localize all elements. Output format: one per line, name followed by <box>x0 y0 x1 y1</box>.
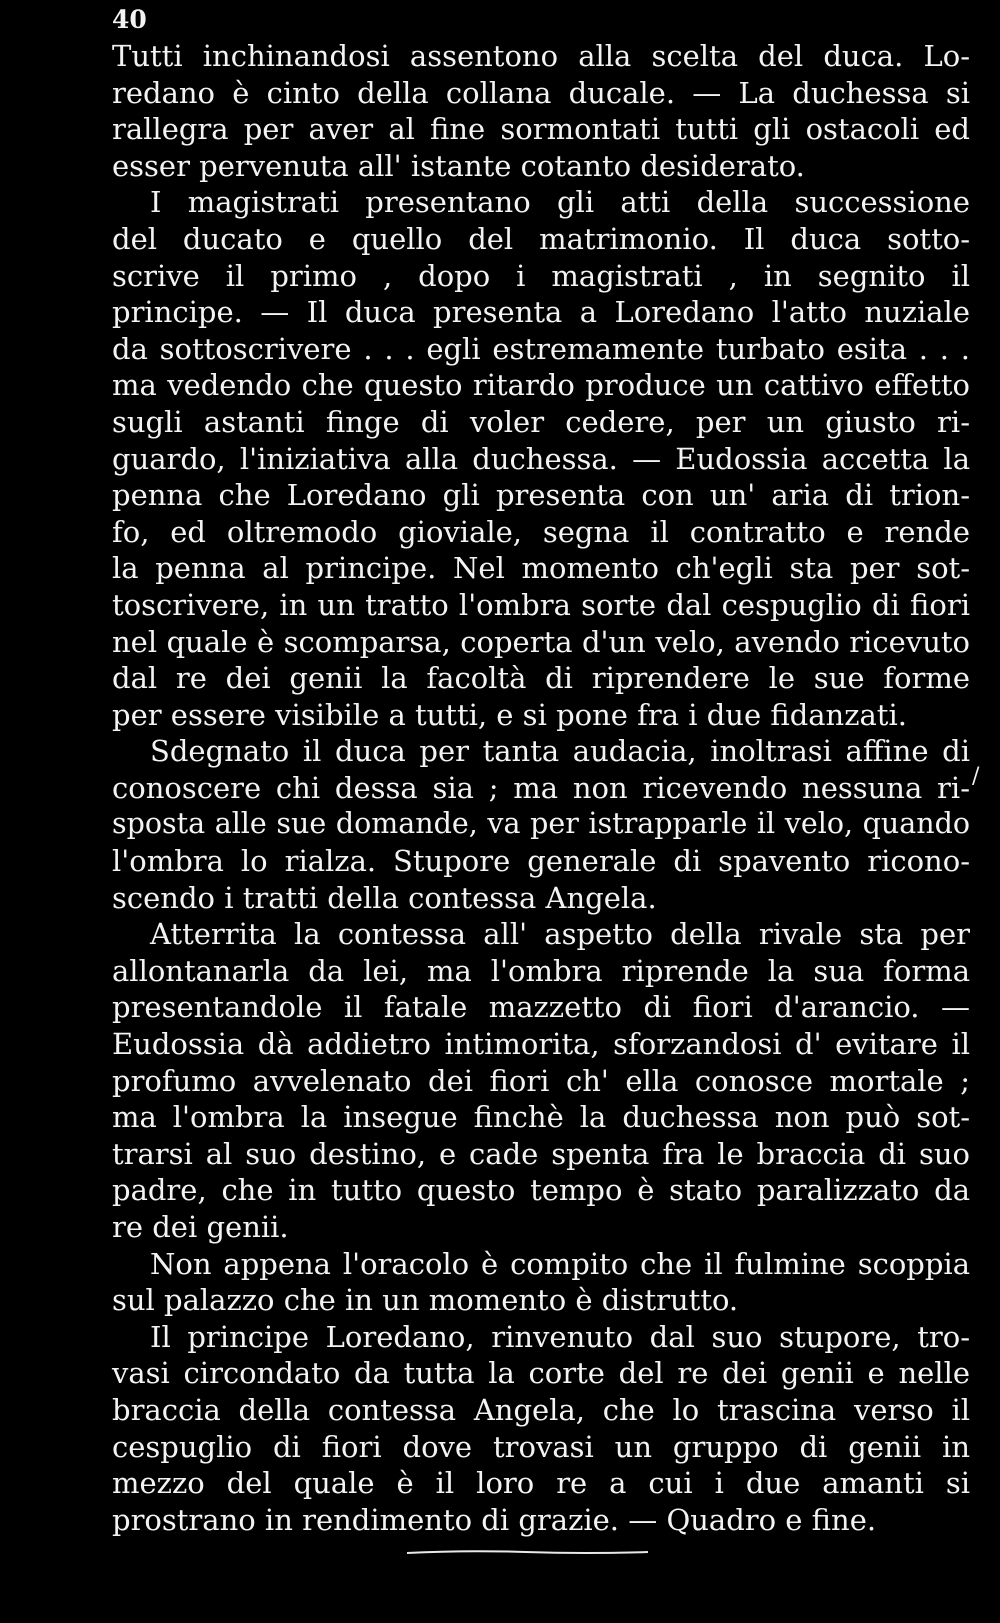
handwritten-underline <box>405 1549 650 1555</box>
text-line: esser pervenuta all' istante cotanto desiderato. <box>112 148 805 183</box>
text-line: scrive il primo , dopo i magistrati , in segnito il <box>112 258 970 293</box>
text-line: da sottoscrivere . . . egli estremamente turbato esita . . . <box>112 331 970 366</box>
text-line: braccia della contessa Angela, che lo trascina verso il <box>112 1392 970 1427</box>
text-line: trarsi al suo destino, e cade spenta fra le braccia di suo <box>112 1136 970 1171</box>
text-line: sul palazzo che in un momento è distrutto. <box>112 1283 739 1318</box>
text-line: sugli astanti finge di voler cedere, per un giusto ri- <box>112 404 970 439</box>
text-line: rallegra per aver al fine sormontati tutti gli ostacoli ed <box>112 112 970 147</box>
text-line: I magistrati presentano gli atti della successione <box>150 185 970 220</box>
text-line: presentandole il fatale mazzetto di fiori d'arancio. — <box>112 990 970 1025</box>
text-line: re dei genii. <box>112 1210 289 1244</box>
body-text <box>112 38 970 1538</box>
page-number: 40 <box>112 5 147 34</box>
text-line: profumo avvelenato dei fiori ch' ella conosce mortale ; <box>112 1063 970 1098</box>
text-line: conoscere chi dessa sia ; ma non ricevendo nessuna ri- <box>112 770 970 805</box>
text-line: del ducato e quello del matrimonio. Il duca sotto- <box>112 221 970 256</box>
text-line: penna che Loredano gli presenta con un' aria di trion- <box>112 478 970 513</box>
text-line: allontanarla da lei, ma l'ombra riprende la sua forma <box>112 953 970 988</box>
text-line: ma vedendo che questo ritardo produce un cattivo effetto <box>112 368 970 403</box>
text-line: l'ombra lo rialza. Stupore generale di spavento ricono- <box>112 844 970 879</box>
text-line: toscrivere, in un tratto l'ombra sorte dal cespuglio di fiori <box>112 587 970 622</box>
text-line: cespuglio di fiori dove trovasi un gruppo di genii in <box>112 1429 970 1464</box>
text-line: Sdegnato il duca per tanta audacia, inoltrasi affine di <box>150 734 970 769</box>
text-line: dal re dei genii la facoltà di riprendere le sue forme <box>112 661 970 696</box>
margin-mark: / <box>972 764 980 789</box>
text-line: scendo i tratti della contessa Angela. <box>112 880 657 915</box>
text-line: vasi circondato da tutta la corte del re dei genii e nelle <box>112 1356 970 1391</box>
text-line: la penna al principe. Nel momento ch'egli sta per sot- <box>112 551 970 586</box>
text-line: Eudossia dà addietro intimorita, sforzandosi d' evitare il <box>112 1027 970 1062</box>
text-line: Atterrita la contessa all' aspetto della rivale sta per <box>150 917 970 952</box>
text-line: redano è cinto della collana ducale. — La duchessa si <box>112 75 970 110</box>
text-line: guardo, l'iniziativa alla duchessa. — Eudossia accetta la <box>112 441 970 476</box>
text-line: sposta alle sue domande, va per istrapparle il velo, quando <box>112 807 970 841</box>
text-line: padre, che in tutto questo tempo è stato paralizzato da <box>112 1173 970 1208</box>
text-line: fo, ed oltremodo gioviale, segna il contratto e rende <box>112 514 970 549</box>
text-line: principe. — Il duca presenta a Loredano l'atto nuziale <box>112 295 970 330</box>
text-line: per essere visibile a tutti, e si pone fra i due fidanzati. <box>112 697 907 732</box>
text-line: prostrano in rendimento di grazie. — Quadro e fine. <box>112 1502 877 1537</box>
text-line: ma l'ombra la insegue finchè la duchessa non può sot- <box>112 1100 970 1135</box>
text-line: Il principe Loredano, rinvenuto dal suo stupore, tro- <box>150 1319 970 1354</box>
text-line: mezzo del quale è il loro re a cui i due amanti si <box>112 1466 970 1501</box>
text-line: nel quale è scomparsa, coperta d'un velo, avendo ricevuto <box>112 624 970 659</box>
text-line: Non appena l'oracolo è compito che il fulmine scoppia <box>150 1246 970 1281</box>
text-line: Tutti inchinandosi assentono alla scelta del duca. Lo- <box>112 39 970 73</box>
